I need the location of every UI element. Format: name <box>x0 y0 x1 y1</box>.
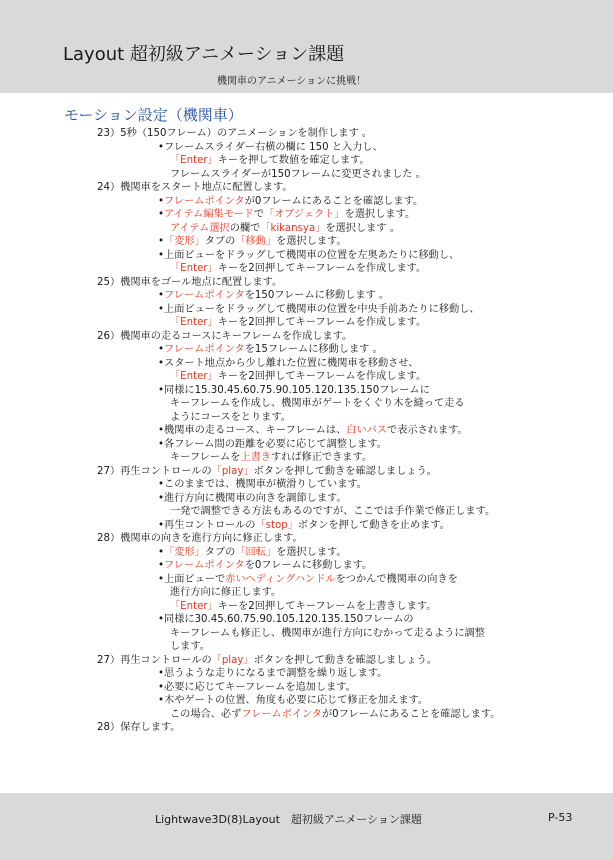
step-heading <box>97 654 437 667</box>
highlight-term: 「Enter」 <box>170 600 218 612</box>
text-run: で <box>253 209 265 220</box>
continuation-line <box>170 411 291 424</box>
highlight-term: フレームポインタ <box>164 344 245 355</box>
text-run: 28）機関車の向きを進行方向に修正します。 <box>97 533 303 544</box>
bullet-line <box>158 195 423 208</box>
continuation-line <box>170 370 426 383</box>
highlight-term: 上書き <box>240 452 271 463</box>
text-run: ようにコースをとります。 <box>170 411 291 423</box>
text-run: タブの <box>204 236 236 247</box>
bullet-line <box>158 492 347 505</box>
highlight-term: 「変形」 <box>164 236 205 247</box>
bullet-line <box>158 573 458 586</box>
page-footer <box>0 793 613 860</box>
text-run: •同様に30.45.60.75.90.105.120.135.150フレームの <box>158 614 414 625</box>
text-run: •上面ビューをドラッグして機関車の位置を左奥あたりに移動し、 <box>158 249 460 261</box>
text-run: を150フレームに移動します 。 <box>244 290 390 301</box>
bullet-line <box>158 289 389 302</box>
continuation-line <box>170 262 426 275</box>
continuation-line <box>170 627 485 640</box>
text-run: すれば修正できます。 <box>270 452 373 463</box>
text-run: キーを2回押してキーフレームを作成します。 <box>217 371 427 382</box>
text-run: 27）再生コントロールの <box>97 465 212 477</box>
text-run: ボタンを押して動きを確認しましょう。 <box>253 654 437 666</box>
highlight-term: アイテム選択 <box>170 222 230 234</box>
bullet-line <box>158 249 459 262</box>
highlight-term: フレームポインタ <box>164 290 245 301</box>
text-run: •上面ビューで <box>158 573 226 585</box>
text-run: • <box>158 290 165 301</box>
text-run: •上面ビューをドラッグして機関車の位置を中央手前あたりに移動し、 <box>158 303 480 315</box>
continuation-line <box>170 600 436 613</box>
text-run: を15フレームに移動します 。 <box>244 344 383 355</box>
bullet-line <box>158 478 367 491</box>
bullet-line <box>158 357 418 370</box>
text-run: が0フレームにあることを確認します。 <box>322 708 501 720</box>
text-run: •このままでは、機関車が横滑りしています。 <box>158 479 367 490</box>
text-run: キーフレームを作成し、機関車がゲートをくぐり木を縫って走る <box>170 398 465 409</box>
text-run: • <box>158 236 165 247</box>
text-run: を選択します。 <box>276 546 347 558</box>
bullet-line <box>158 613 414 626</box>
highlight-term: アイテム編集モード <box>164 209 254 220</box>
text-run: キーを2回押してキーフレームを作成します。 <box>217 263 427 274</box>
highlight-term: 「回転」 <box>235 546 277 558</box>
text-run: •スタート地点から少し離れた位置に機関車を移動させ、 <box>158 357 419 369</box>
text-run: フレームスライダーが150フレームに変更されました 。 <box>170 168 426 180</box>
text-run: •再生コントロールの <box>158 519 256 531</box>
continuation-line <box>170 451 372 464</box>
continuation-line <box>170 316 426 329</box>
text-run: •各フレーム間の距離を必要に応じて調整します。 <box>158 438 387 450</box>
continuation-line <box>170 640 210 653</box>
text-run: キーフレームを <box>170 452 241 463</box>
text-run: を選択します。 <box>276 236 347 247</box>
highlight-term: 「stop」 <box>255 519 298 531</box>
continuation-line <box>170 154 370 167</box>
continuation-line <box>170 168 426 181</box>
text-run: •木やゲートの位置、角度も必要に応じて修正を加えます。 <box>158 695 429 706</box>
text-run: 28）保存します。 <box>97 722 181 733</box>
bullet-line <box>158 559 372 572</box>
continuation-line <box>170 397 465 410</box>
header-subtitle: 機関車のアニメーションに挑戦！ <box>217 76 367 87</box>
text-run: 25）機関車をゴール地点に配置します。 <box>97 276 283 288</box>
page-number: P-53 <box>548 811 573 824</box>
highlight-term: 赤いヘディングハンドル <box>225 573 336 585</box>
header-title: Layout 超初級アニメーション課題 <box>63 44 345 65</box>
page-header <box>0 0 613 93</box>
text-run: をつかんで機関車の向きを <box>335 573 458 585</box>
continuation-line <box>170 222 400 235</box>
text-run: キーを押して数値を確定します。 <box>217 155 370 166</box>
bullet-line <box>158 424 468 437</box>
text-run: ボタンを押して動きを確認しましょう。 <box>253 465 437 477</box>
text-run: タブの <box>204 546 236 558</box>
text-run: します。 <box>170 641 210 652</box>
bullet-line <box>158 519 450 532</box>
text-run: キーフレームも修正し、機関車が進行方向にむかって走るように調整 <box>170 627 485 639</box>
continuation-line <box>170 505 495 518</box>
text-run: •進行方向に機関車の向きを調節します。 <box>158 492 347 504</box>
bullet-line <box>158 141 383 154</box>
bullet-line <box>158 303 480 316</box>
bullet-line <box>158 546 347 559</box>
text-run: •思うような走りになるまで調整を繰り返します。 <box>158 668 388 679</box>
highlight-term: 「Enter」 <box>170 371 218 382</box>
text-run: • <box>158 209 165 220</box>
highlight-term: フレームポインタ <box>164 560 245 571</box>
text-run: を0フレームに移動します。 <box>244 560 373 571</box>
step-heading <box>97 181 293 194</box>
bullet-line <box>158 681 356 694</box>
text-run: を選択します。 <box>344 209 416 220</box>
text-run: 一発で調整できる方法もあるのですが、ここでは手作業で修正します。 <box>170 506 496 517</box>
text-run: キーを2回押してキーフレームを作成します。 <box>217 317 427 328</box>
section-title: モーション設定（機関車） <box>64 106 243 124</box>
bullet-line <box>158 235 347 248</box>
text-run: •必要に応じてキーフレームを追加します。 <box>158 681 356 693</box>
text-run: 24）機関車をスタート地点に配置します。 <box>97 182 293 193</box>
continuation-line <box>170 586 281 599</box>
bullet-line <box>158 208 415 221</box>
highlight-term: 「移動」 <box>235 236 277 247</box>
bullet-line <box>158 667 387 680</box>
text-run: •機関車の走るコース、キーフレームは、 <box>158 425 347 436</box>
text-run: •同様に15.30.45.60.75.90.105.120.135.150フレームに <box>158 384 430 396</box>
highlight-term: 「kikansya」 <box>260 222 326 234</box>
text-run: • <box>158 344 165 355</box>
highlight-term: 「オブジェクト」 <box>264 209 345 220</box>
highlight-term: 「変形」 <box>164 546 205 558</box>
step-heading <box>97 330 352 343</box>
text-run: 26）機関車の走るコースにキーフレームを作成します。 <box>97 330 353 342</box>
step-heading <box>97 721 180 734</box>
bullet-line <box>158 343 383 356</box>
bullet-line <box>158 384 430 397</box>
text-run: 23）5秒（150フレーム）のアニメーションを制作します 。 <box>97 128 373 139</box>
footer-title: Lightwave3D(8)Layout 超初級アニメーション課題 <box>155 813 422 826</box>
text-run: 進行方向に修正します。 <box>170 587 282 598</box>
step-heading <box>97 276 282 289</box>
text-run: この場合、必ず <box>170 708 242 720</box>
text-run: ボタンを押して動きを止めます。 <box>297 519 450 531</box>
text-run: が0フレームにあることを確認します。 <box>244 195 424 207</box>
text-run: • <box>158 546 165 558</box>
text-run: を選択します 。 <box>325 222 400 234</box>
bullet-line <box>158 438 387 451</box>
text-run: キーを2回押してキーフレームを上書きします。 <box>217 600 437 612</box>
highlight-term: 「play」 <box>211 654 254 666</box>
bullet-line <box>158 694 428 707</box>
highlight-term: フレームポインタ <box>164 195 245 207</box>
highlight-term: 「Enter」 <box>170 155 218 166</box>
highlight-term: 「Enter」 <box>170 263 218 274</box>
text-run: の欄で <box>229 222 261 234</box>
highlight-term: 「play」 <box>211 465 254 477</box>
text-run: • <box>158 560 165 571</box>
highlight-term: 白いパス <box>346 425 388 436</box>
highlight-term: 「Enter」 <box>170 317 218 328</box>
step-heading <box>97 465 437 478</box>
text-run: •フレームスライダー右横の欄に 150 と入力し、 <box>158 141 383 153</box>
text-run: で表示されます。 <box>387 425 468 436</box>
step-heading <box>97 532 303 545</box>
highlight-term: フレームポインタ <box>241 708 322 720</box>
text-run: • <box>158 195 165 207</box>
text-run: 27）再生コントロールの <box>97 654 212 666</box>
continuation-line <box>170 708 500 721</box>
step-heading <box>97 127 372 140</box>
